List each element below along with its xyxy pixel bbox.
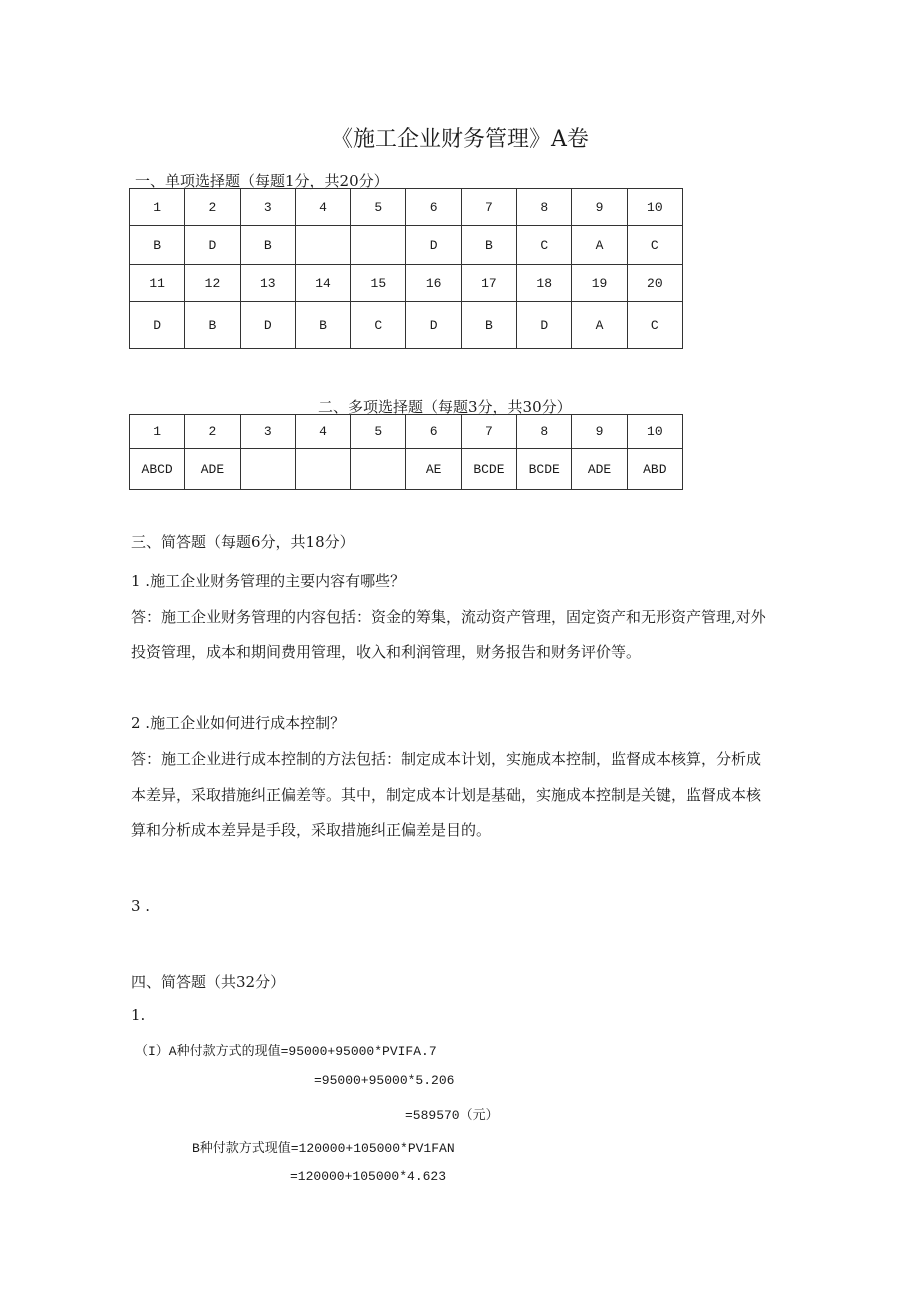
table-cell: 4 xyxy=(295,189,350,226)
table-row xyxy=(130,189,683,226)
table-cell: B xyxy=(130,226,185,265)
table-cell: ADE xyxy=(572,449,627,490)
answer-1-line: 投资管理，成本和期间费用管理，收入和利润管理，财务报告和财务评价等。 xyxy=(131,643,642,661)
table-cell: ADE xyxy=(185,449,240,490)
answer-2-line: 算和分析成本差异是手段，采取措施纠正偏差是目的。 xyxy=(131,821,492,839)
table-cell: 1 xyxy=(130,415,185,449)
calc-line: =95000+95000*5.206 xyxy=(314,1073,455,1088)
table-row xyxy=(130,449,683,490)
question-1: 1 .施工企业财务管理的主要内容有哪些？ xyxy=(131,572,406,590)
table-cell: 4 xyxy=(295,415,350,449)
table-cell: 18 xyxy=(517,265,572,302)
table-cell: 2 xyxy=(185,415,240,449)
table-cell: 7 xyxy=(461,189,516,226)
table-cell: C xyxy=(627,226,682,265)
single-choice-answer-table xyxy=(129,188,683,349)
item-number: 1. xyxy=(131,1006,146,1024)
table-cell: D xyxy=(130,302,185,349)
table-cell: B xyxy=(295,302,350,349)
table-cell: B xyxy=(461,226,516,265)
multiple-choice-answer-table xyxy=(129,414,683,490)
table-cell: A xyxy=(572,302,627,349)
table-cell: C xyxy=(517,226,572,265)
question-2: 2 .施工企业如何进行成本控制？ xyxy=(131,714,346,732)
question-3: 3 . xyxy=(131,897,151,915)
table-row xyxy=(130,226,683,265)
answer-1-line: 答：施工企业财务管理的内容包括：资金的筹集，流动资产管理，固定资产和无形资产管理,对外 xyxy=(131,608,766,626)
table-cell: 11 xyxy=(130,265,185,302)
table-cell: D xyxy=(406,226,461,265)
table-cell: 17 xyxy=(461,265,516,302)
table-cell: C xyxy=(351,302,406,349)
calc-line: =589570（元） xyxy=(405,1108,499,1123)
table-cell: 9 xyxy=(572,415,627,449)
answer-2-line: 本差异，采取措施纠正偏差等。其中，制定成本计划是基础，实施成本控制是关键，监督成本核 xyxy=(131,786,762,804)
table-cell: D xyxy=(406,302,461,349)
table-row xyxy=(130,265,683,302)
table-cell: BCDE xyxy=(461,449,516,490)
table-cell: 1 xyxy=(130,189,185,226)
table-cell: ABD xyxy=(627,449,682,490)
answer-2-line: 答：施工企业进行成本控制的方法包括：制定成本计划，实施成本控制，监督成本核算，分析成 xyxy=(131,750,762,768)
calc-line: =120000+105000*4.623 xyxy=(290,1169,447,1184)
table-cell: 6 xyxy=(406,415,461,449)
table-cell: 3 xyxy=(240,189,295,226)
table-cell: 2 xyxy=(185,189,240,226)
table-cell: 10 xyxy=(627,189,682,226)
calc-line: （I）A种付款方式的现值=95000+95000*PVIFA.7 xyxy=(135,1044,437,1059)
table-cell: ABCD xyxy=(130,449,185,490)
table-cell: 13 xyxy=(240,265,295,302)
table-cell: D xyxy=(185,226,240,265)
table-cell: AE xyxy=(406,449,461,490)
section3-heading: 三、简答题（每题6分，共18分） xyxy=(131,533,355,551)
table-cell: BCDE xyxy=(517,449,572,490)
table-row xyxy=(130,302,683,349)
table-cell: 5 xyxy=(351,189,406,226)
table-cell xyxy=(240,449,295,490)
table-cell: C xyxy=(627,302,682,349)
section4-heading: 四、简答题（共32分） xyxy=(131,973,286,991)
table-cell: 19 xyxy=(572,265,627,302)
table-cell: 8 xyxy=(517,415,572,449)
calc-line: B种付款方式现值=120000+105000*PV1FAN xyxy=(192,1141,455,1156)
table-cell: 20 xyxy=(627,265,682,302)
page-title: 《施工企业财务管理》A卷 xyxy=(331,127,589,152)
table-cell xyxy=(295,449,350,490)
section2-heading: 二、多项选择题（每题3分，共30分） xyxy=(318,398,572,416)
table-cell: 16 xyxy=(406,265,461,302)
table-cell xyxy=(351,449,406,490)
table-cell: 14 xyxy=(295,265,350,302)
table-cell: 8 xyxy=(517,189,572,226)
table-cell xyxy=(351,226,406,265)
table-cell: 9 xyxy=(572,189,627,226)
table-cell: D xyxy=(240,302,295,349)
section1-heading: 一、单项选择题（每题1分，共20分） xyxy=(135,172,389,190)
table-cell: B xyxy=(185,302,240,349)
table-cell: 10 xyxy=(627,415,682,449)
table-cell: A xyxy=(572,226,627,265)
table-cell: 3 xyxy=(240,415,295,449)
table-cell: D xyxy=(517,302,572,349)
table-cell: 12 xyxy=(185,265,240,302)
table-cell: 7 xyxy=(461,415,516,449)
table-cell: 15 xyxy=(351,265,406,302)
table-cell: 5 xyxy=(351,415,406,449)
table-cell: 6 xyxy=(406,189,461,226)
table-cell: B xyxy=(240,226,295,265)
table-cell xyxy=(295,226,350,265)
table-row xyxy=(130,415,683,449)
table-cell: B xyxy=(461,302,516,349)
